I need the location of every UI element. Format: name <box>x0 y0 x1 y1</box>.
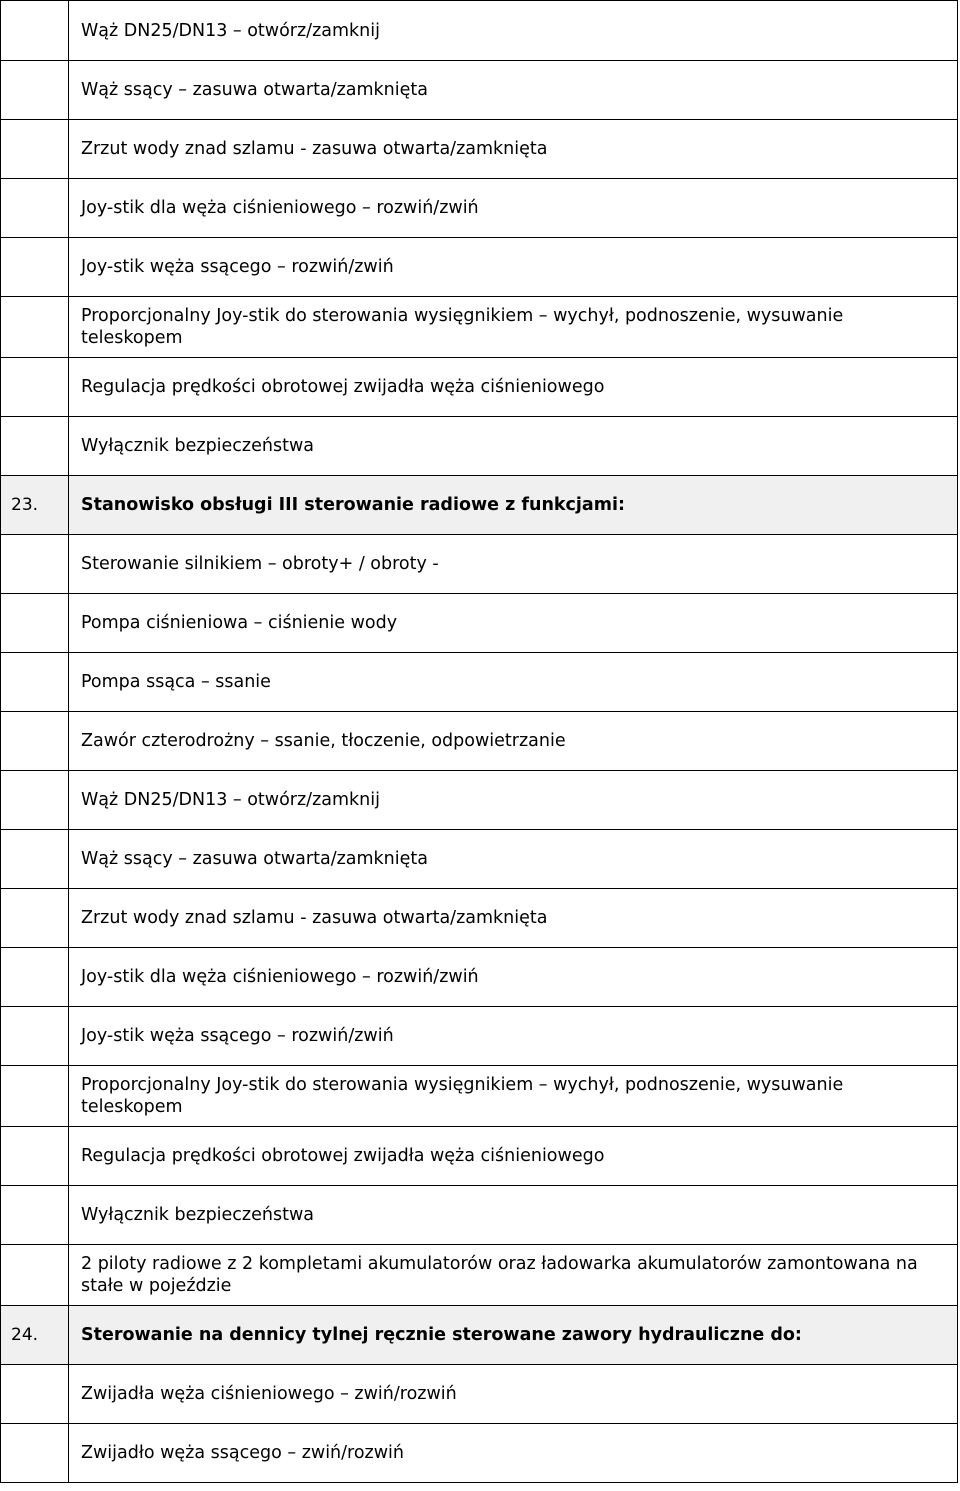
row-number <box>1 771 69 830</box>
table-row <box>1 1424 958 1483</box>
row-text: Zrzut wody znad szlamu - zasuwa otwarta/zamknięta <box>69 889 958 948</box>
row-text: Proporcjonalny Joy-stik do sterowania wysięgnikiem – wychył, podnoszenie, wysuwanie teleskopem <box>69 1066 958 1127</box>
row-number <box>1 1245 69 1306</box>
table-row <box>1 1 958 61</box>
row-text: Wąż ssący – zasuwa otwarta/zamknięta <box>69 830 958 889</box>
table-row <box>1 653 958 712</box>
table-row <box>1 1007 958 1066</box>
row-number <box>1 948 69 1007</box>
row-number <box>1 417 69 476</box>
row-text: Zawór czterodrożny – ssanie, tłoczenie, odpowietrzanie <box>69 712 958 771</box>
table-row <box>1 712 958 771</box>
row-text: Joy-stik węża ssącego – rozwiń/zwiń <box>69 1007 958 1066</box>
row-text: Regulacja prędkości obrotowej zwijadła węża ciśnieniowego <box>69 358 958 417</box>
row-text: Sterowanie silnikiem – obroty+ / obroty - <box>69 535 958 594</box>
row-number <box>1 61 69 120</box>
row-number <box>1 179 69 238</box>
table-row <box>1 297 958 358</box>
row-number <box>1 594 69 653</box>
table-row <box>1 1127 958 1186</box>
row-text: Regulacja prędkości obrotowej zwijadła węża ciśnieniowego <box>69 1127 958 1186</box>
row-number <box>1 1007 69 1066</box>
table-row <box>1 1365 958 1424</box>
row-text: Proporcjonalny Joy-stik do sterowania wysięgnikiem – wychył, podnoszenie, wysuwanie teleskopem <box>69 297 958 358</box>
table-row <box>1 1245 958 1306</box>
table-row <box>1 238 958 297</box>
row-number <box>1 120 69 179</box>
table-row <box>1 417 958 476</box>
section-number: 23. <box>1 476 69 535</box>
row-text: Wyłącznik bezpieczeństwa <box>69 1186 958 1245</box>
row-number <box>1 1365 69 1424</box>
table-row <box>1 120 958 179</box>
row-number <box>1 653 69 712</box>
table-row <box>1 830 958 889</box>
section-number: 24. <box>1 1306 69 1365</box>
table-row <box>1 61 958 120</box>
row-text: Zrzut wody znad szlamu - zasuwa otwarta/zamknięta <box>69 120 958 179</box>
row-text: Wąż ssący – zasuwa otwarta/zamknięta <box>69 61 958 120</box>
row-text: Wąż DN25/DN13 – otwórz/zamknij <box>69 771 958 830</box>
row-number <box>1 1424 69 1483</box>
row-number <box>1 830 69 889</box>
row-text: Joy-stik dla węża ciśnieniowego – rozwiń/zwiń <box>69 179 958 238</box>
row-number <box>1 1066 69 1127</box>
table-row <box>1 771 958 830</box>
row-text: Joy-stik węża ssącego – rozwiń/zwiń <box>69 238 958 297</box>
row-number <box>1 297 69 358</box>
row-text: Wyłącznik bezpieczeństwa <box>69 417 958 476</box>
row-number <box>1 238 69 297</box>
row-number <box>1 535 69 594</box>
table-row <box>1 358 958 417</box>
row-number <box>1 358 69 417</box>
section-header-row <box>1 1306 958 1365</box>
row-text: Wąż DN25/DN13 – otwórz/zamknij <box>69 1 958 61</box>
row-text: Joy-stik dla węża ciśnieniowego – rozwiń/zwiń <box>69 948 958 1007</box>
row-number <box>1 1 69 61</box>
row-number <box>1 1186 69 1245</box>
table-row <box>1 179 958 238</box>
row-text: Zwijadło węża ssącego – zwiń/rozwiń <box>69 1424 958 1483</box>
table-row <box>1 1066 958 1127</box>
section-title: Sterowanie na dennicy tylnej ręcznie sterowane zawory hydrauliczne do: <box>69 1306 958 1365</box>
table-row <box>1 594 958 653</box>
row-text: Pompa ciśnieniowa – ciśnienie wody <box>69 594 958 653</box>
table-row <box>1 948 958 1007</box>
row-text: 2 piloty radiowe z 2 kompletami akumulatorów oraz ładowarka akumulatorów zamontowana na stałe w pojeździe <box>69 1245 958 1306</box>
section-header-row <box>1 476 958 535</box>
table-row <box>1 889 958 948</box>
row-text: Pompa ssąca – ssanie <box>69 653 958 712</box>
table-row <box>1 1186 958 1245</box>
section-title: Stanowisko obsługi III sterowanie radiowe z funkcjami: <box>69 476 958 535</box>
row-text: Zwijadła węża ciśnieniowego – zwiń/rozwiń <box>69 1365 958 1424</box>
row-number <box>1 712 69 771</box>
table-row <box>1 535 958 594</box>
row-number <box>1 889 69 948</box>
row-number <box>1 1127 69 1186</box>
